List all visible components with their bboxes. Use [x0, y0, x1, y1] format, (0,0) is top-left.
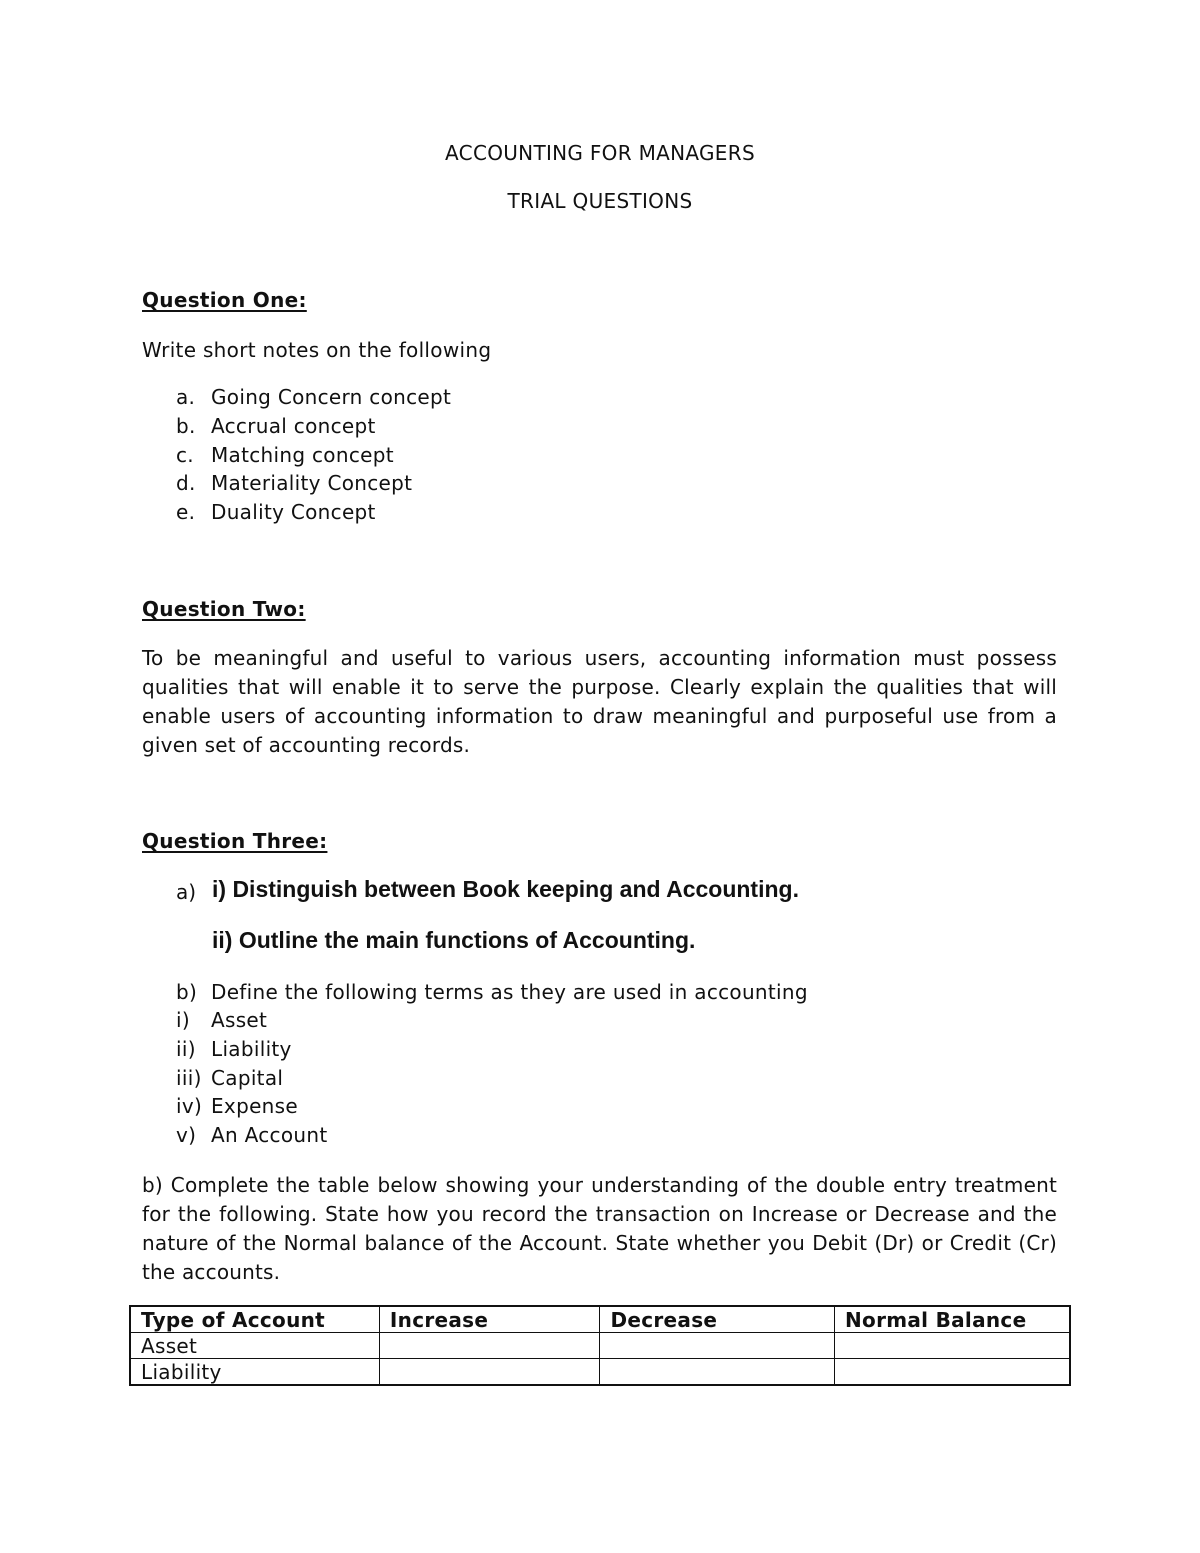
table-header-normal-balance: Normal Balance [835, 1306, 1071, 1333]
list-item [142, 1035, 327, 1064]
table-header-increase: Increase [379, 1306, 600, 1333]
table-row [130, 1359, 1070, 1386]
list-item [142, 383, 451, 412]
table-cell: Liability [130, 1359, 379, 1386]
table-header-type: Type of Account [130, 1306, 379, 1333]
list-item-text: Going Concern concept [211, 385, 452, 409]
part-b-text: Define the following terms as they are used in accounting [211, 980, 808, 1004]
table-cell [835, 1359, 1071, 1386]
list-item-text: Materiality Concept [211, 471, 413, 496]
list-item-text: Liability [211, 1036, 292, 1061]
part-a-question-i: i) Distinguish between Book keeping and Accounting. [212, 876, 799, 902]
table-cell [600, 1359, 835, 1386]
question-one-intro: Write short notes on the following [142, 338, 492, 362]
list-item-text: Accrual concept [211, 413, 376, 438]
list-marker: e. [176, 500, 196, 524]
list-item-text: Matching concept [211, 442, 394, 467]
list-item-text: Capital [211, 1065, 284, 1090]
list-item [142, 1006, 327, 1035]
table-cell [600, 1333, 835, 1359]
list-item [142, 1064, 327, 1093]
list-item [142, 498, 451, 527]
table-row [130, 1333, 1070, 1359]
table-cell [379, 1359, 600, 1386]
part-b-marker: b) [176, 980, 198, 1004]
question-two-heading: Question Two: [142, 597, 306, 621]
list-marker: c. [176, 442, 194, 467]
list-item [142, 412, 451, 441]
list-marker: v) [176, 1123, 197, 1147]
list-item-text: Duality Concept [211, 500, 376, 524]
list-item-text: Expense [211, 1094, 298, 1119]
part-b2-instructions: b) Complete the table below showing your understanding of the double entry treatment for the following. State how you record the transaction on Increase or Decrease and the nature of the Normal balance of the Account. State whether you Debit (Dr) or Credit (Cr) the accounts. [142, 1173, 1057, 1284]
document-title: ACCOUNTING FOR MANAGERS [445, 141, 755, 165]
table-cell [835, 1333, 1071, 1359]
table-cell [379, 1333, 600, 1359]
table-header-row [130, 1306, 1070, 1333]
double-entry-table [129, 1305, 1071, 1386]
document-subtitle: TRIAL QUESTIONS [507, 189, 693, 213]
list-item [142, 1092, 327, 1121]
list-marker: b. [176, 413, 196, 438]
list-marker: iii) [176, 1065, 202, 1090]
list-marker: d. [176, 471, 196, 496]
table-header-decrease: Decrease [600, 1306, 835, 1333]
list-marker: ii) [176, 1036, 196, 1061]
list-item-text: Asset [211, 1008, 268, 1032]
question-one-list [142, 383, 451, 527]
question-one-heading: Question One: [142, 288, 307, 312]
part-a-question-ii: ii) Outline the main functions of Accounting. [212, 927, 696, 953]
table-cell: Asset [130, 1333, 379, 1359]
terms-list [142, 1006, 327, 1150]
question-two-body: To be meaningful and useful to various users, accounting information must possess qualities that will enable it to serve the purpose. Clearly explain the qualities that will enable users of accounting information to draw meaningful and purposeful use from a given set of accounting records. [142, 646, 1057, 757]
list-marker: a. [176, 385, 196, 409]
question-three-heading: Question Three: [142, 829, 328, 853]
part-a-marker: a) [176, 880, 197, 904]
list-item [142, 469, 451, 498]
list-item-text: An Account [211, 1123, 328, 1147]
list-item [142, 1121, 327, 1150]
list-marker: iv) [176, 1094, 203, 1119]
list-item [142, 441, 451, 470]
list-marker: i) [176, 1008, 190, 1032]
